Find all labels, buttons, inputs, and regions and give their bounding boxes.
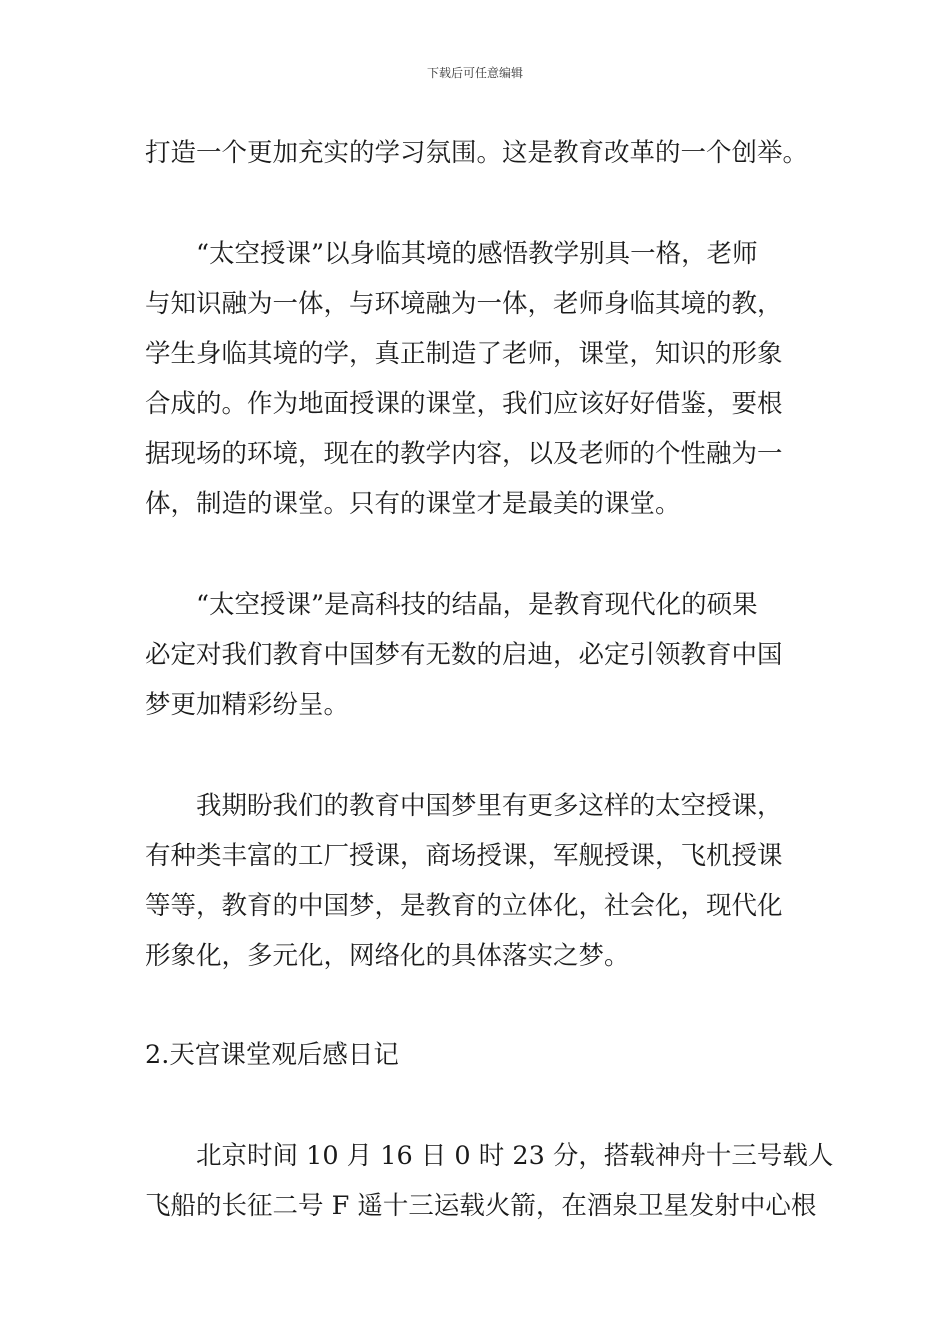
document-body xyxy=(145,128,834,1231)
text-line: 合成的。作为地面授课的课堂，我们应该好好借鉴，要根 xyxy=(145,389,783,419)
paragraph xyxy=(145,229,807,529)
text-line: 我期盼我们的教育中国梦里有更多这样的太空授课， xyxy=(196,791,783,821)
paragraph-gap xyxy=(145,730,807,781)
text-line: 体，制造的课堂。只有的课堂才是最美的课堂。 xyxy=(145,489,681,519)
paragraph xyxy=(145,781,807,981)
text-line: “太空授课”以身临其境的感悟教学别具一格，老师 xyxy=(196,239,758,269)
text-line: 形象化，多元化，网络化的具体落实之梦。 xyxy=(145,941,630,971)
text-line: 等等，教育的中国梦，是教育的立体化，社会化，现代化 xyxy=(145,891,783,921)
text-line: 北京时间 10 月 16 日 0 时 23 分，搭载神舟十三号载人 xyxy=(196,1141,834,1171)
paragraph-gap xyxy=(145,1080,807,1131)
text-line: “太空授课”是高科技的结晶，是教育现代化的硕果 xyxy=(196,590,758,620)
text-line: 飞船的长征二号 F 遥十三运载火箭，在酒泉卫星发射中心根 xyxy=(145,1191,817,1221)
text-line: 与知识融为一体，与环境融为一体，老师身临其境的教， xyxy=(145,289,783,319)
text-line: 有种类丰富的工厂授课，商场授课，军舰授课，飞机授课 xyxy=(145,841,783,871)
section-heading xyxy=(145,1030,807,1080)
text-line: 必定对我们教育中国梦有无数的启迪，必定引领教育中国 xyxy=(145,640,783,670)
paragraph-gap xyxy=(145,981,807,1030)
heading-line: 2.天宫课堂观后感日记 xyxy=(145,1040,399,1070)
paragraph-gap xyxy=(145,178,807,229)
text-line: 梦更加精彩纷呈。 xyxy=(145,690,350,720)
text-line: 据现场的环境，现在的教学内容，以及老师的个性融为一 xyxy=(145,439,783,469)
paragraph xyxy=(145,128,807,178)
paragraph xyxy=(145,580,807,730)
paragraph xyxy=(145,1131,834,1231)
text-line: 学生身临其境的学，真正制造了老师，课堂，知识的形象 xyxy=(145,339,783,369)
paragraph-gap xyxy=(145,529,807,580)
text-line: 打造一个更加充实的学习氛围。这是教育改革的一个创举。 xyxy=(145,138,809,168)
page-header: 下载后可任意编辑 xyxy=(426,66,523,80)
